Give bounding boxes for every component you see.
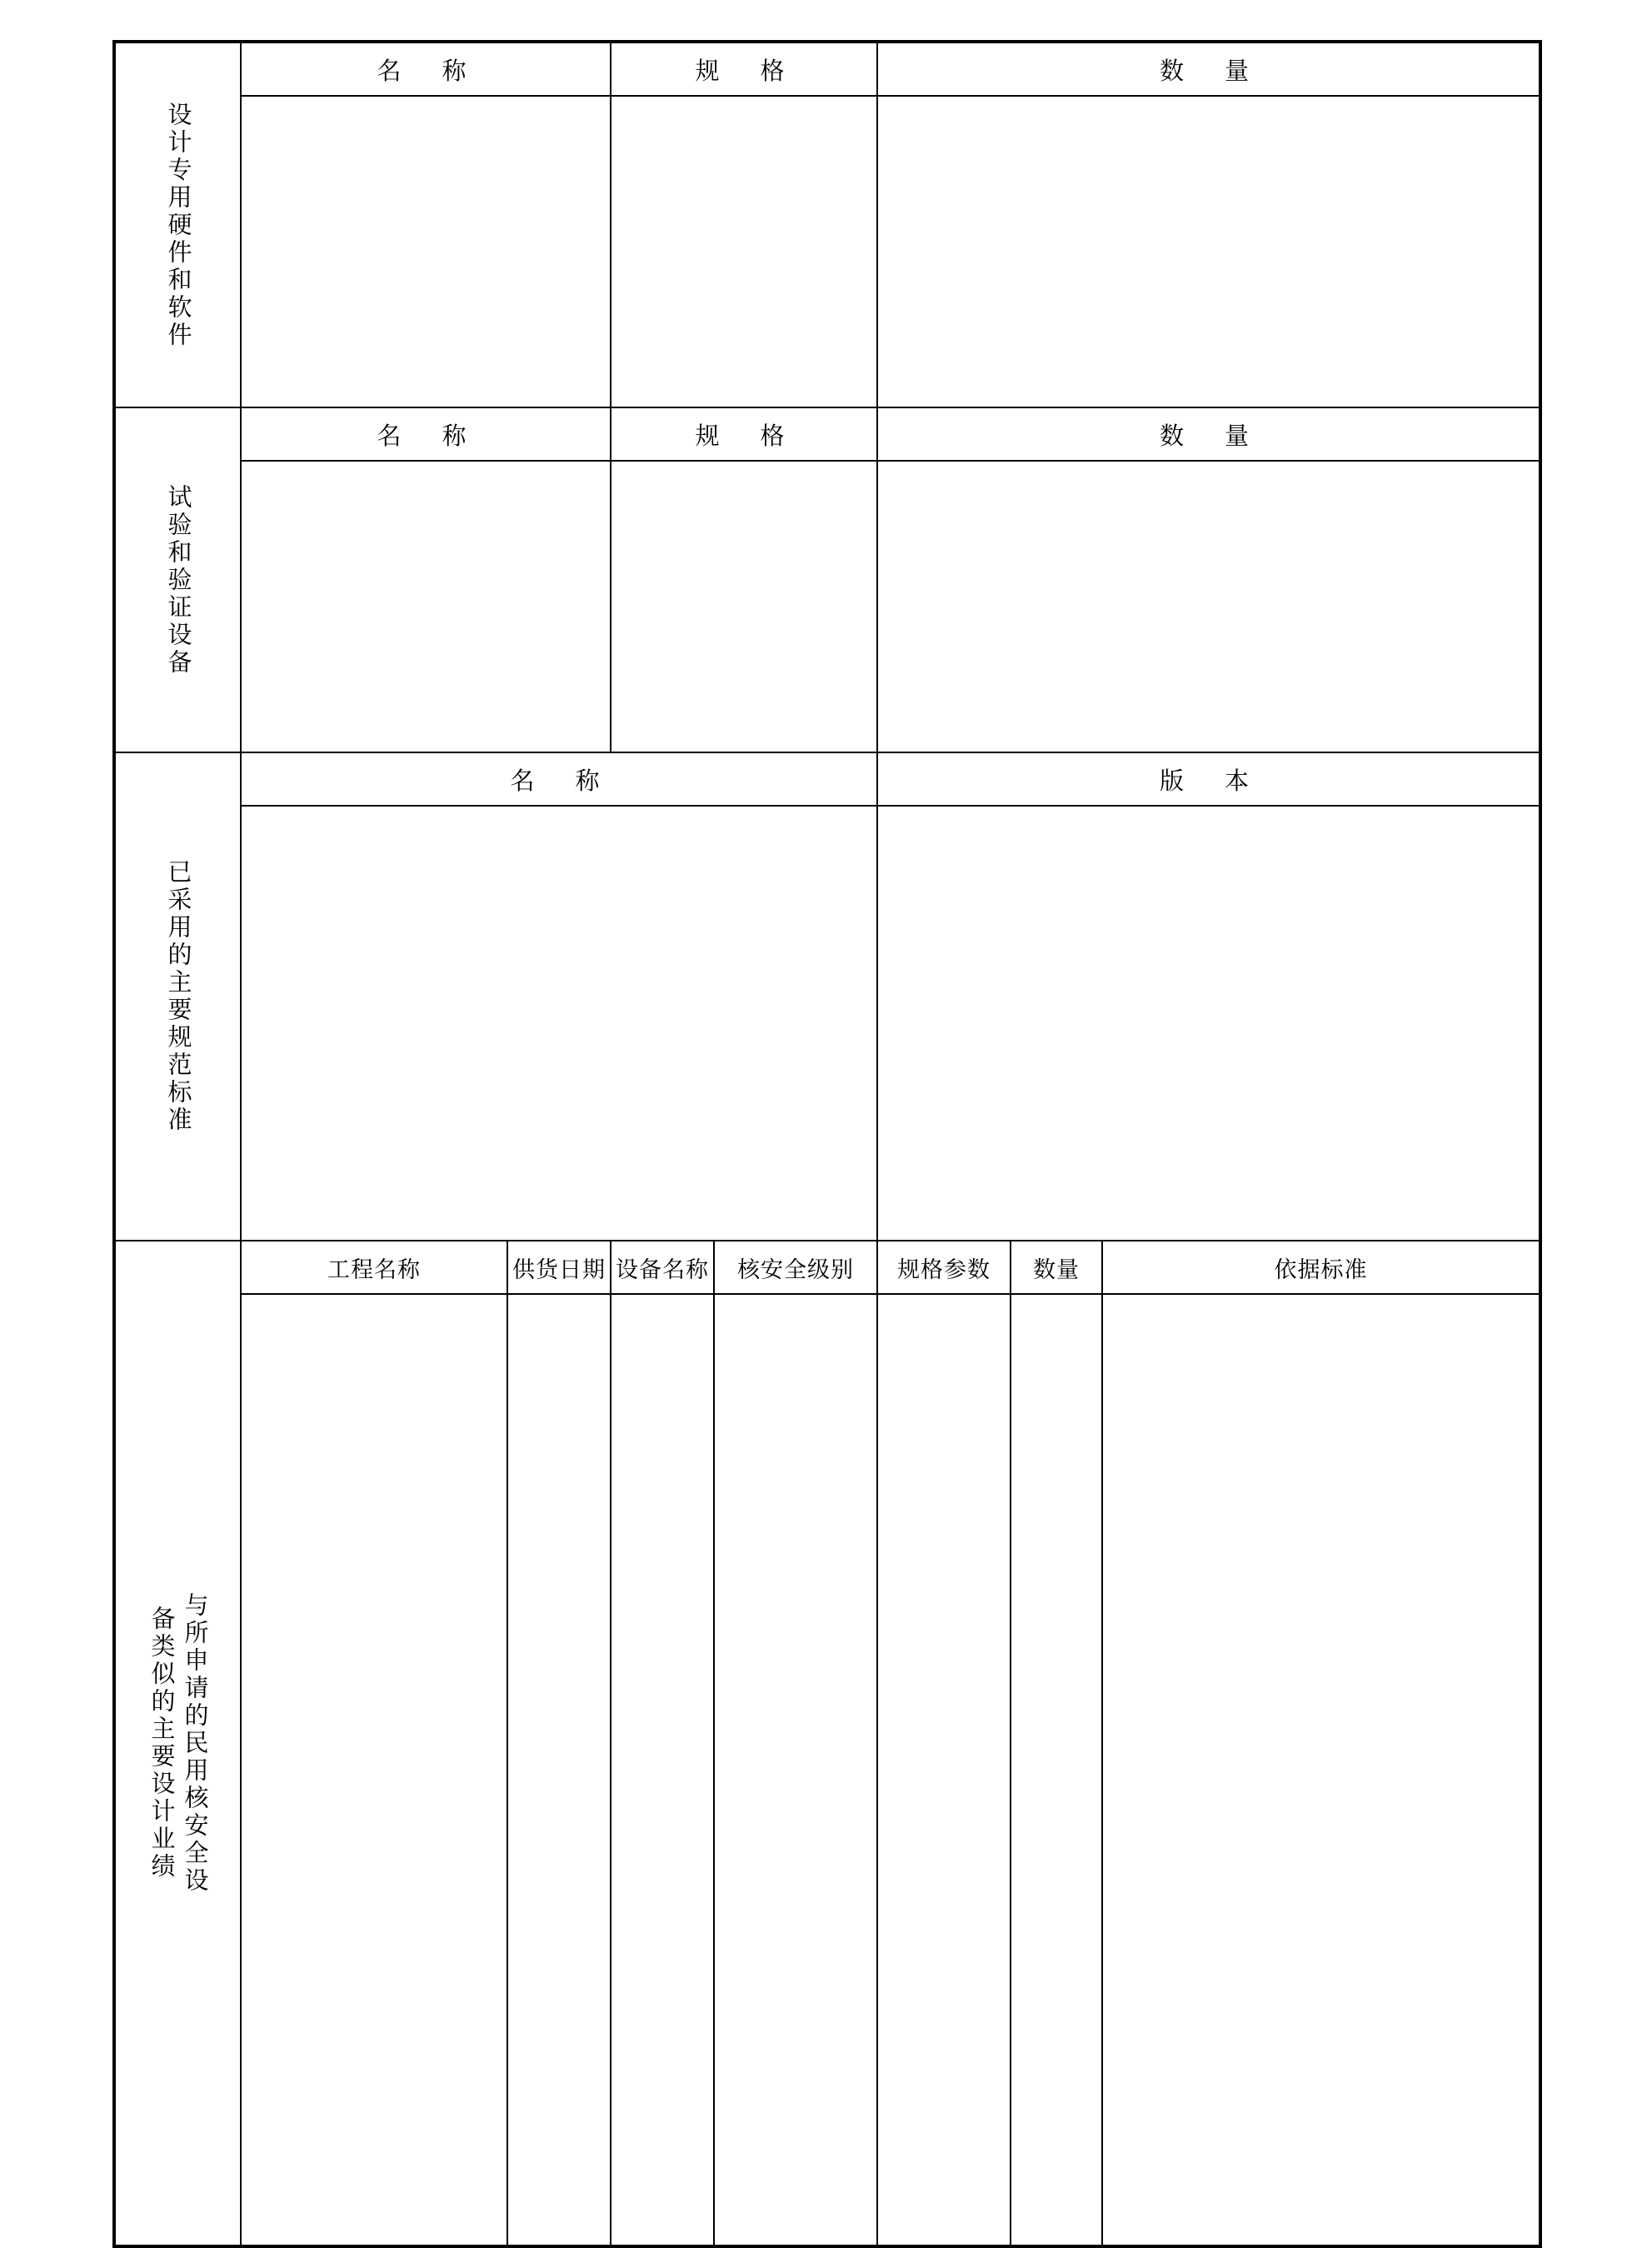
column-header-name-2: 名 称 [241, 407, 611, 461]
section-label-text: 设计专用硬件和软件 [164, 101, 192, 349]
section-standards-body-row [114, 806, 1540, 1241]
input-area-quantity-4[interactable] [1011, 1294, 1102, 2246]
section-test-equipment-body-row [114, 461, 1540, 752]
form-container [112, 40, 1539, 2248]
section-standards-header-row [114, 752, 1540, 806]
section-performance-header-row [114, 1241, 1540, 1294]
section-design-hw-sw-header-row [114, 42, 1540, 96]
input-area-supply-date[interactable] [507, 1294, 611, 2246]
input-area-safety-class[interactable] [714, 1294, 877, 2246]
column-header-spec-2: 规 格 [611, 407, 877, 461]
input-area-name-2[interactable] [241, 461, 611, 752]
column-header-safety-class: 核安全级别 [714, 1241, 877, 1294]
input-area-name-3[interactable] [241, 806, 877, 1241]
column-header-version-3: 版 本 [877, 752, 1540, 806]
section-label-design-hw-sw [114, 42, 241, 407]
column-header-quantity-2: 数 量 [877, 407, 1540, 461]
input-area-equipment-name[interactable] [611, 1294, 714, 2246]
section-label-performance [114, 1241, 241, 2246]
column-header-equipment-name: 设备名称 [611, 1241, 714, 1294]
section-performance-body-row [114, 1294, 1540, 2246]
input-area-spec-2[interactable] [611, 461, 877, 752]
column-header-spec-1: 规 格 [611, 42, 877, 96]
input-area-spec-params[interactable] [877, 1294, 1011, 2246]
column-header-quantity-1: 数 量 [877, 42, 1540, 96]
column-header-name-1: 名 称 [241, 42, 611, 96]
input-area-name-1[interactable] [241, 96, 611, 407]
input-area-project-name[interactable] [241, 1294, 507, 2246]
column-header-name-3: 名 称 [241, 752, 877, 806]
column-header-quantity-4: 数量 [1011, 1241, 1102, 1294]
column-header-project-name: 工程名称 [241, 1241, 507, 1294]
input-area-basis-standard[interactable] [1102, 1294, 1540, 2246]
section-label-text: 已采用的主要规范标准 [164, 859, 192, 1134]
column-header-supply-date: 供货日期 [507, 1241, 611, 1294]
input-area-version-3[interactable] [877, 806, 1540, 1241]
column-header-basis-standard: 依据标准 [1102, 1241, 1540, 1294]
section-label-text: 试验和验证设备 [164, 483, 192, 677]
input-area-quantity-1[interactable] [877, 96, 1540, 407]
input-area-quantity-2[interactable] [877, 461, 1540, 752]
section-label-standards [114, 752, 241, 1241]
input-area-spec-1[interactable] [611, 96, 877, 407]
section-test-equipment-header-row [114, 407, 1540, 461]
qualification-form-table [112, 40, 1542, 2248]
section-label-text: 与所申请的民用核安全设备类似的主要设计业绩 [147, 1591, 208, 1895]
section-design-hw-sw-body-row [114, 96, 1540, 407]
column-header-spec-params: 规格参数 [877, 1241, 1011, 1294]
section-label-test-equipment [114, 407, 241, 752]
